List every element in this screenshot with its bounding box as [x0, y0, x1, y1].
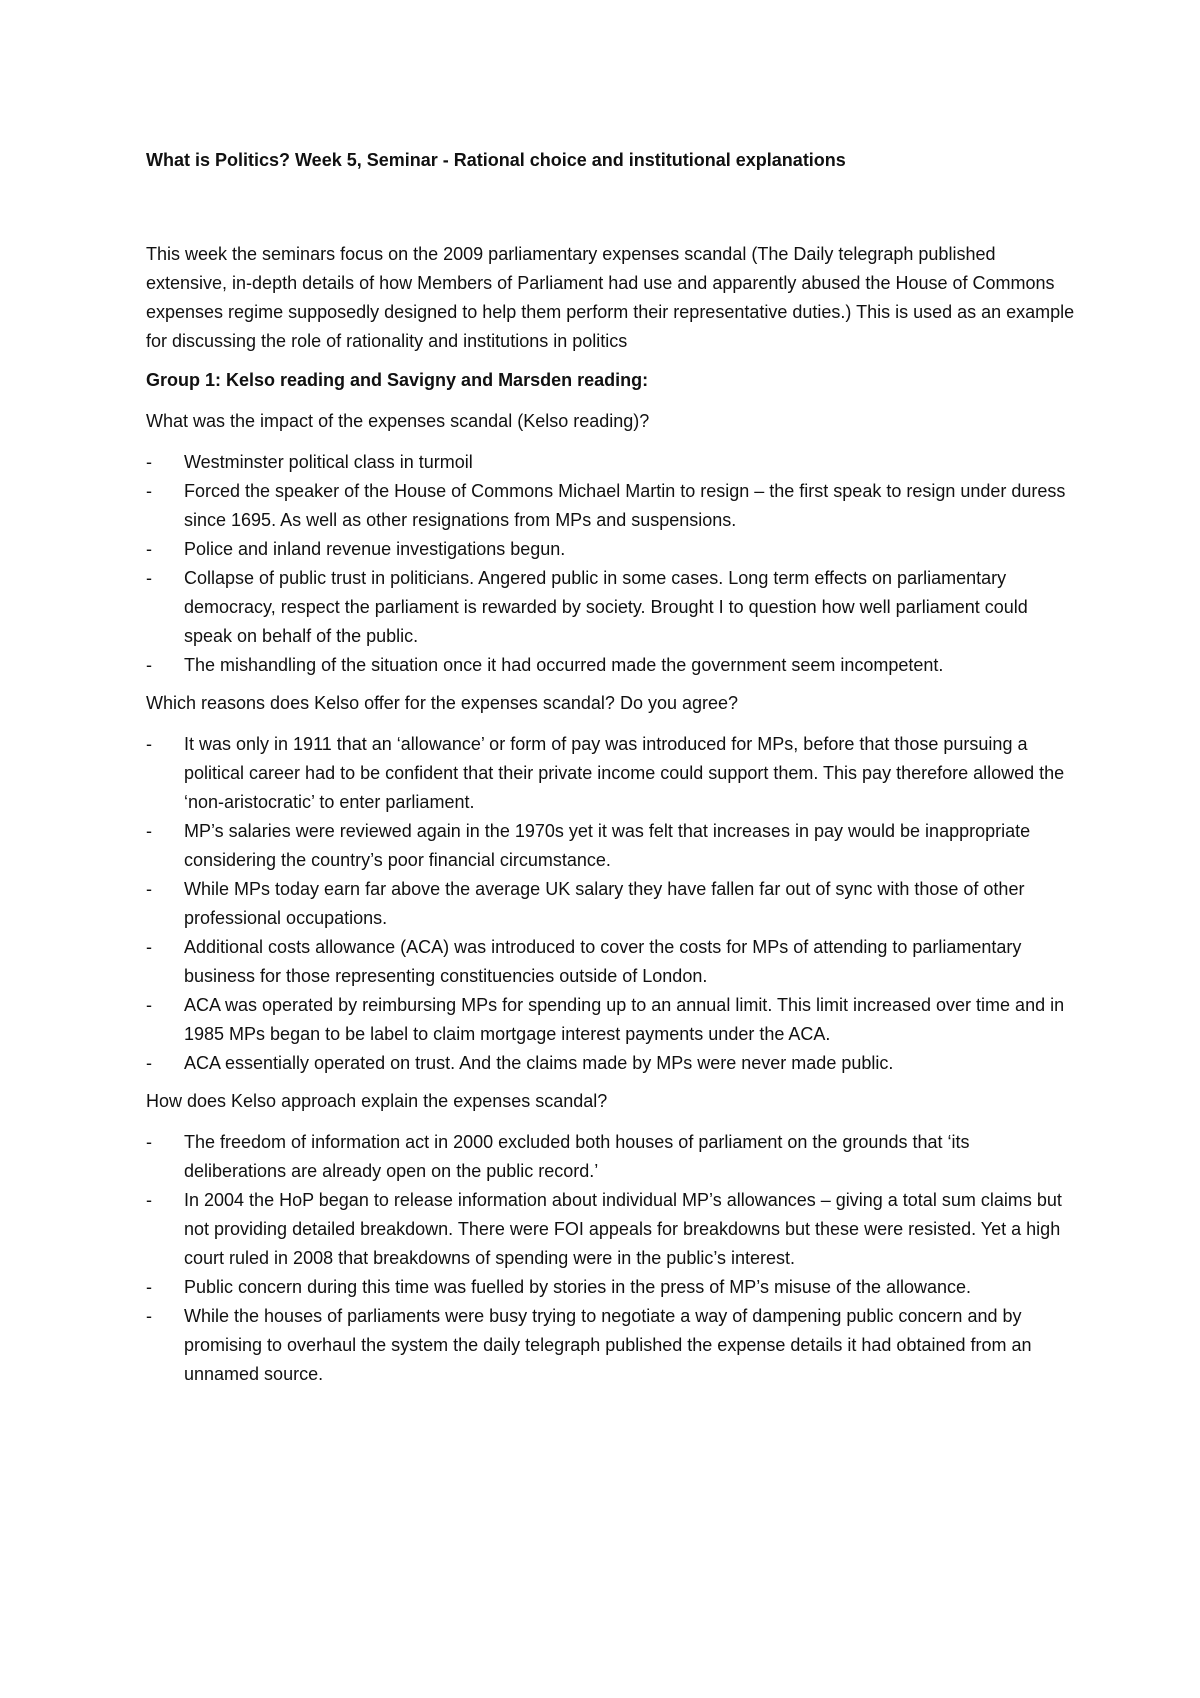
section-question: Which reasons does Kelso offer for the expenses scandal? Do you agree? [146, 693, 739, 713]
intro-paragraph: This week the seminars focus on the 2009 parliamentary expenses scandal (The Daily telegraph published extensive, in-depth details of how Members of Parliament had use and apparently abused the House of Commons expenses regime supposedly designed to help them perform their representative duties.) This is used as an example for discussing the role of rationality and institutions in politics [146, 244, 1075, 351]
list-item: - Additional costs allowance (ACA) was introduced to cover the costs for MPs of attending to parliamentary business for those representing constituencies outside of London. [146, 933, 1076, 991]
list-item: - It was only in 1911 that an ‘allowance’ or form of pay was introduced for MPs, before that those pursuing a political career had to be confident that their private income could support them. This pay therefore allowed the ‘non-aristocratic’ to enter parliament. [146, 730, 1076, 817]
bullet-list [146, 1128, 1076, 1389]
list-item: - The mishandling of the situation once it had occurred made the government seem incompetent. [146, 651, 1076, 680]
bullet-list [146, 730, 1076, 1078]
list-item: - Forced the speaker of the House of Commons Michael Martin to resign – the first speak to resign under duress since 1695. As well as other resignations from MPs and suspensions. [146, 477, 1076, 535]
list-item: - MP’s salaries were reviewed again in the 1970s yet it was felt that increases in pay would be inappropriate considering the country’s poor financial circumstance. [146, 817, 1076, 875]
document-body [146, 146, 1076, 1398]
list-item: - The freedom of information act in 2000 excluded both houses of parliament on the grounds that ‘its deliberations are already open on the public record.’ [146, 1128, 1076, 1186]
list-item: - While MPs today earn far above the average UK salary they have fallen far out of sync with those of other professional occupations. [146, 875, 1076, 933]
list-item: - Westminster political class in turmoil [146, 448, 1076, 477]
group-heading: Group 1: Kelso reading and Savigny and Marsden reading: [146, 370, 649, 390]
section-question: What was the impact of the expenses scandal (Kelso reading)? [146, 411, 650, 431]
list-item: - In 2004 the HoP began to release information about individual MP’s allowances – giving a total sum claims but not providing detailed breakdown. There were FOI appeals for breakdowns but these were resisted. Yet a high court ruled in 2008 that breakdowns of spending were in the public’s interest. [146, 1186, 1076, 1273]
list-item: - While the houses of parliaments were busy trying to negotiate a way of dampening public concern and by promising to overhaul the system the daily telegraph published the expense details it had obtained from an unnamed source. [146, 1302, 1076, 1389]
list-item: - ACA essentially operated on trust. And the claims made by MPs were never made public. [146, 1049, 1076, 1078]
document-title: What is Politics? Week 5, Seminar - Rational choice and institutional explanations [146, 150, 846, 170]
section-question: How does Kelso approach explain the expenses scandal? [146, 1091, 608, 1111]
list-item: - Police and inland revenue investigations begun. [146, 535, 1076, 564]
bullet-list [146, 448, 1076, 680]
list-item: - ACA was operated by reimbursing MPs for spending up to an annual limit. This limit increased over time and in 1985 MPs began to be label to claim mortgage interest payments under the ACA. [146, 991, 1076, 1049]
list-item: - Collapse of public trust in politicians. Angered public in some cases. Long term effects on parliamentary democracy, respect the parliament is rewarded by society. Brought I to question how well parliament could speak on behalf of the public. [146, 564, 1076, 651]
list-item: - Public concern during this time was fuelled by stories in the press of MP’s misuse of the allowance. [146, 1273, 1076, 1302]
